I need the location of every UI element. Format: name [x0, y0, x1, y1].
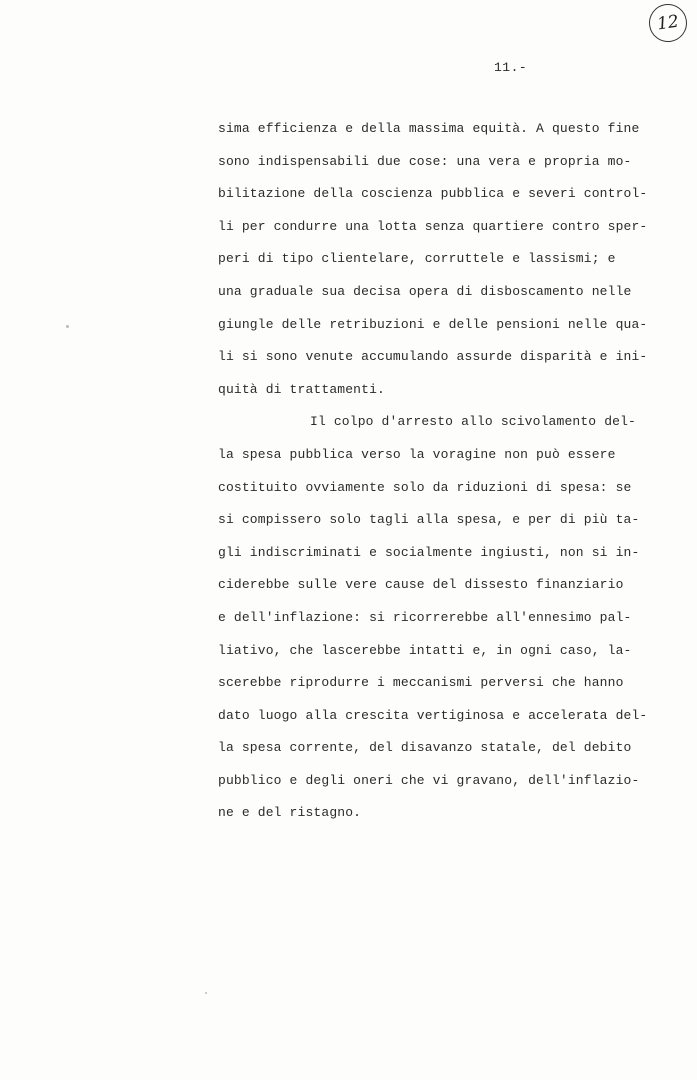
- text-line: scerebbe riprodurre i meccanismi perversi che hanno: [218, 675, 624, 691]
- text-line: costituito ovviamente solo da riduzioni di spesa: se: [218, 479, 632, 495]
- text-line: si compissero solo tagli alla spesa, e per di più ta-: [218, 512, 640, 528]
- text-line: dato luogo alla crescita vertiginosa e accelerata del-: [218, 707, 648, 723]
- text-line: ne e del ristagno.: [218, 805, 362, 821]
- text-line: quità di trattamenti.: [218, 381, 385, 397]
- paper-speck: [66, 325, 69, 328]
- text-line: pubblico e degli oneri che vi gravano, dell'inflazio-: [218, 772, 640, 788]
- text-line: giungle delle retribuzioni e delle pensioni nelle qua-: [218, 316, 648, 332]
- text-line: ciderebbe sulle vere cause del dissesto finanziario: [218, 577, 624, 593]
- text-line: sono indispensabili due cose: una vera e propria mo-: [218, 153, 632, 169]
- text-line: li per condurre una lotta senza quartiere contro sper-: [218, 218, 648, 234]
- handwritten-page-number-stamp: [647, 2, 690, 45]
- text-line: peri di tipo clientelare, corruttele e lassismi; e: [218, 251, 616, 267]
- text-line: la spesa corrente, del disavanzo statale, del debito: [218, 740, 632, 756]
- paragraph-start-line: Il colpo d'arresto allo scivolamento del-: [310, 414, 637, 430]
- text-line: gli indiscriminati e socialmente ingiusti, non si in-: [218, 544, 640, 560]
- text-line: bilitazione della coscienza pubblica e severi control-: [218, 186, 648, 202]
- page-number: 11.-: [494, 60, 528, 75]
- text-line: li si sono venute accumulando assurde disparità e ini-: [218, 349, 648, 365]
- text-line: una graduale sua decisa opera di disboscamento nelle: [218, 283, 632, 299]
- text-line: sima efficienza e della massima equità. A questo fine: [218, 121, 640, 136]
- text-line: la spesa pubblica verso la voragine non può essere: [218, 446, 616, 462]
- body-text: [218, 118, 648, 835]
- stamp-label: 12: [655, 11, 681, 35]
- text-line: liativo, che lascerebbe intatti e, in ogni caso, la-: [218, 642, 632, 658]
- paper-speck: [205, 992, 207, 994]
- text-line: e dell'inflazione: si ricorrerebbe all'ennesimo pal-: [218, 609, 632, 625]
